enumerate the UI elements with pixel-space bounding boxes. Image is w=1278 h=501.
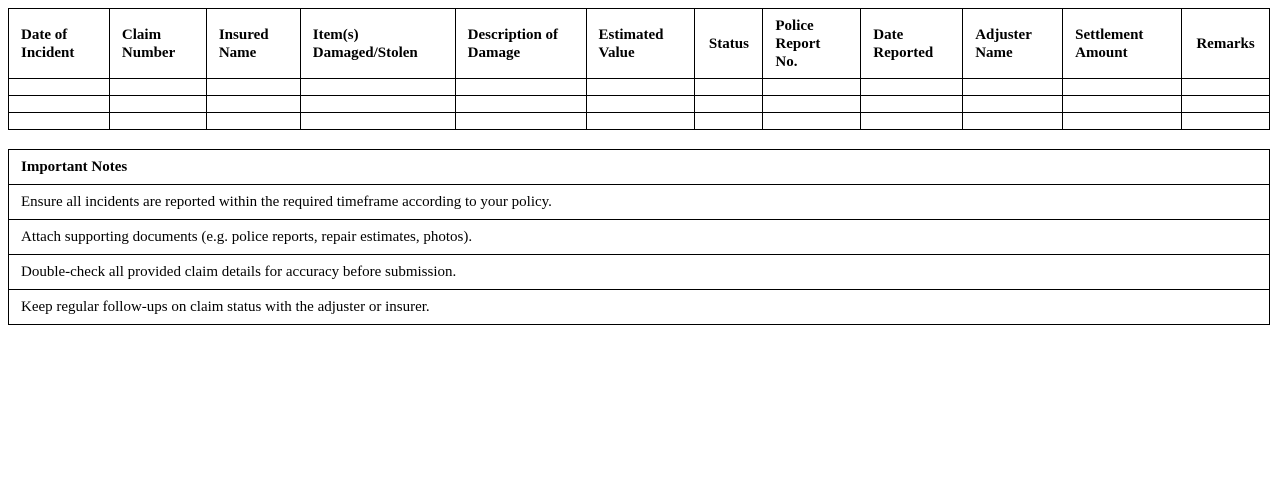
table-cell[interactable] [9,96,110,113]
notes-title: Important Notes [9,150,1270,185]
table-cell[interactable] [300,79,455,96]
table-cell[interactable] [1063,96,1182,113]
note-item: Ensure all incidents are reported within the required timeframe according to your policy. [9,185,1270,220]
header-date-reported: Date Reported [861,9,963,79]
table-cell[interactable] [455,79,586,96]
table-cell[interactable] [963,79,1063,96]
table-cell[interactable] [963,96,1063,113]
header-settlement-amount: Settlement Amount [1063,9,1182,79]
header-remarks: Remarks [1182,9,1270,79]
table-cell[interactable] [1063,79,1182,96]
table-cell[interactable] [586,79,695,96]
header-police-report-no: Police Report No. [763,9,861,79]
table-cell[interactable] [455,96,586,113]
table-cell[interactable] [763,96,861,113]
table-cell[interactable] [1182,96,1270,113]
table-cell[interactable] [206,79,300,96]
table-cell[interactable] [206,96,300,113]
important-notes-table [8,149,1270,325]
table-cell[interactable] [695,113,763,130]
header-status: Status [695,9,763,79]
table-row [9,96,1270,113]
table-cell[interactable] [300,96,455,113]
notes-title-row [9,150,1270,185]
table-row [9,113,1270,130]
table-cell[interactable] [695,79,763,96]
note-row [9,290,1270,325]
table-cell[interactable] [861,79,963,96]
table-cell[interactable] [763,113,861,130]
table-cell[interactable] [963,113,1063,130]
table-cell[interactable] [9,79,110,96]
header-claim-number: Claim Number [109,9,206,79]
table-cell[interactable] [455,113,586,130]
table-cell[interactable] [109,96,206,113]
table-cell[interactable] [300,113,455,130]
table-row [9,79,1270,96]
table-cell[interactable] [763,79,861,96]
note-item: Attach supporting documents (e.g. police reports, repair estimates, photos). [9,220,1270,255]
table-cell[interactable] [109,113,206,130]
note-item: Double-check all provided claim details for accuracy before submission. [9,255,1270,290]
table-cell[interactable] [206,113,300,130]
table-cell[interactable] [1063,113,1182,130]
claims-table-header-row [9,9,1270,79]
table-cell[interactable] [109,79,206,96]
table-cell[interactable] [861,96,963,113]
table-cell[interactable] [586,96,695,113]
table-cell[interactable] [861,113,963,130]
table-cell[interactable] [1182,113,1270,130]
note-row [9,255,1270,290]
table-cell[interactable] [9,113,110,130]
header-date-of-incident: Date of Incident [9,9,110,79]
header-items-damaged-stolen: Item(s) Damaged/Stolen [300,9,455,79]
claims-table [8,8,1270,130]
header-adjuster-name: Adjuster Name [963,9,1063,79]
header-description-of-damage: Description of Damage [455,9,586,79]
table-cell[interactable] [1182,79,1270,96]
note-row [9,220,1270,255]
table-cell[interactable] [586,113,695,130]
header-insured-name: Insured Name [206,9,300,79]
note-item: Keep regular follow-ups on claim status with the adjuster or insurer. [9,290,1270,325]
table-cell[interactable] [695,96,763,113]
note-row [9,185,1270,220]
header-estimated-value: Estimated Value [586,9,695,79]
